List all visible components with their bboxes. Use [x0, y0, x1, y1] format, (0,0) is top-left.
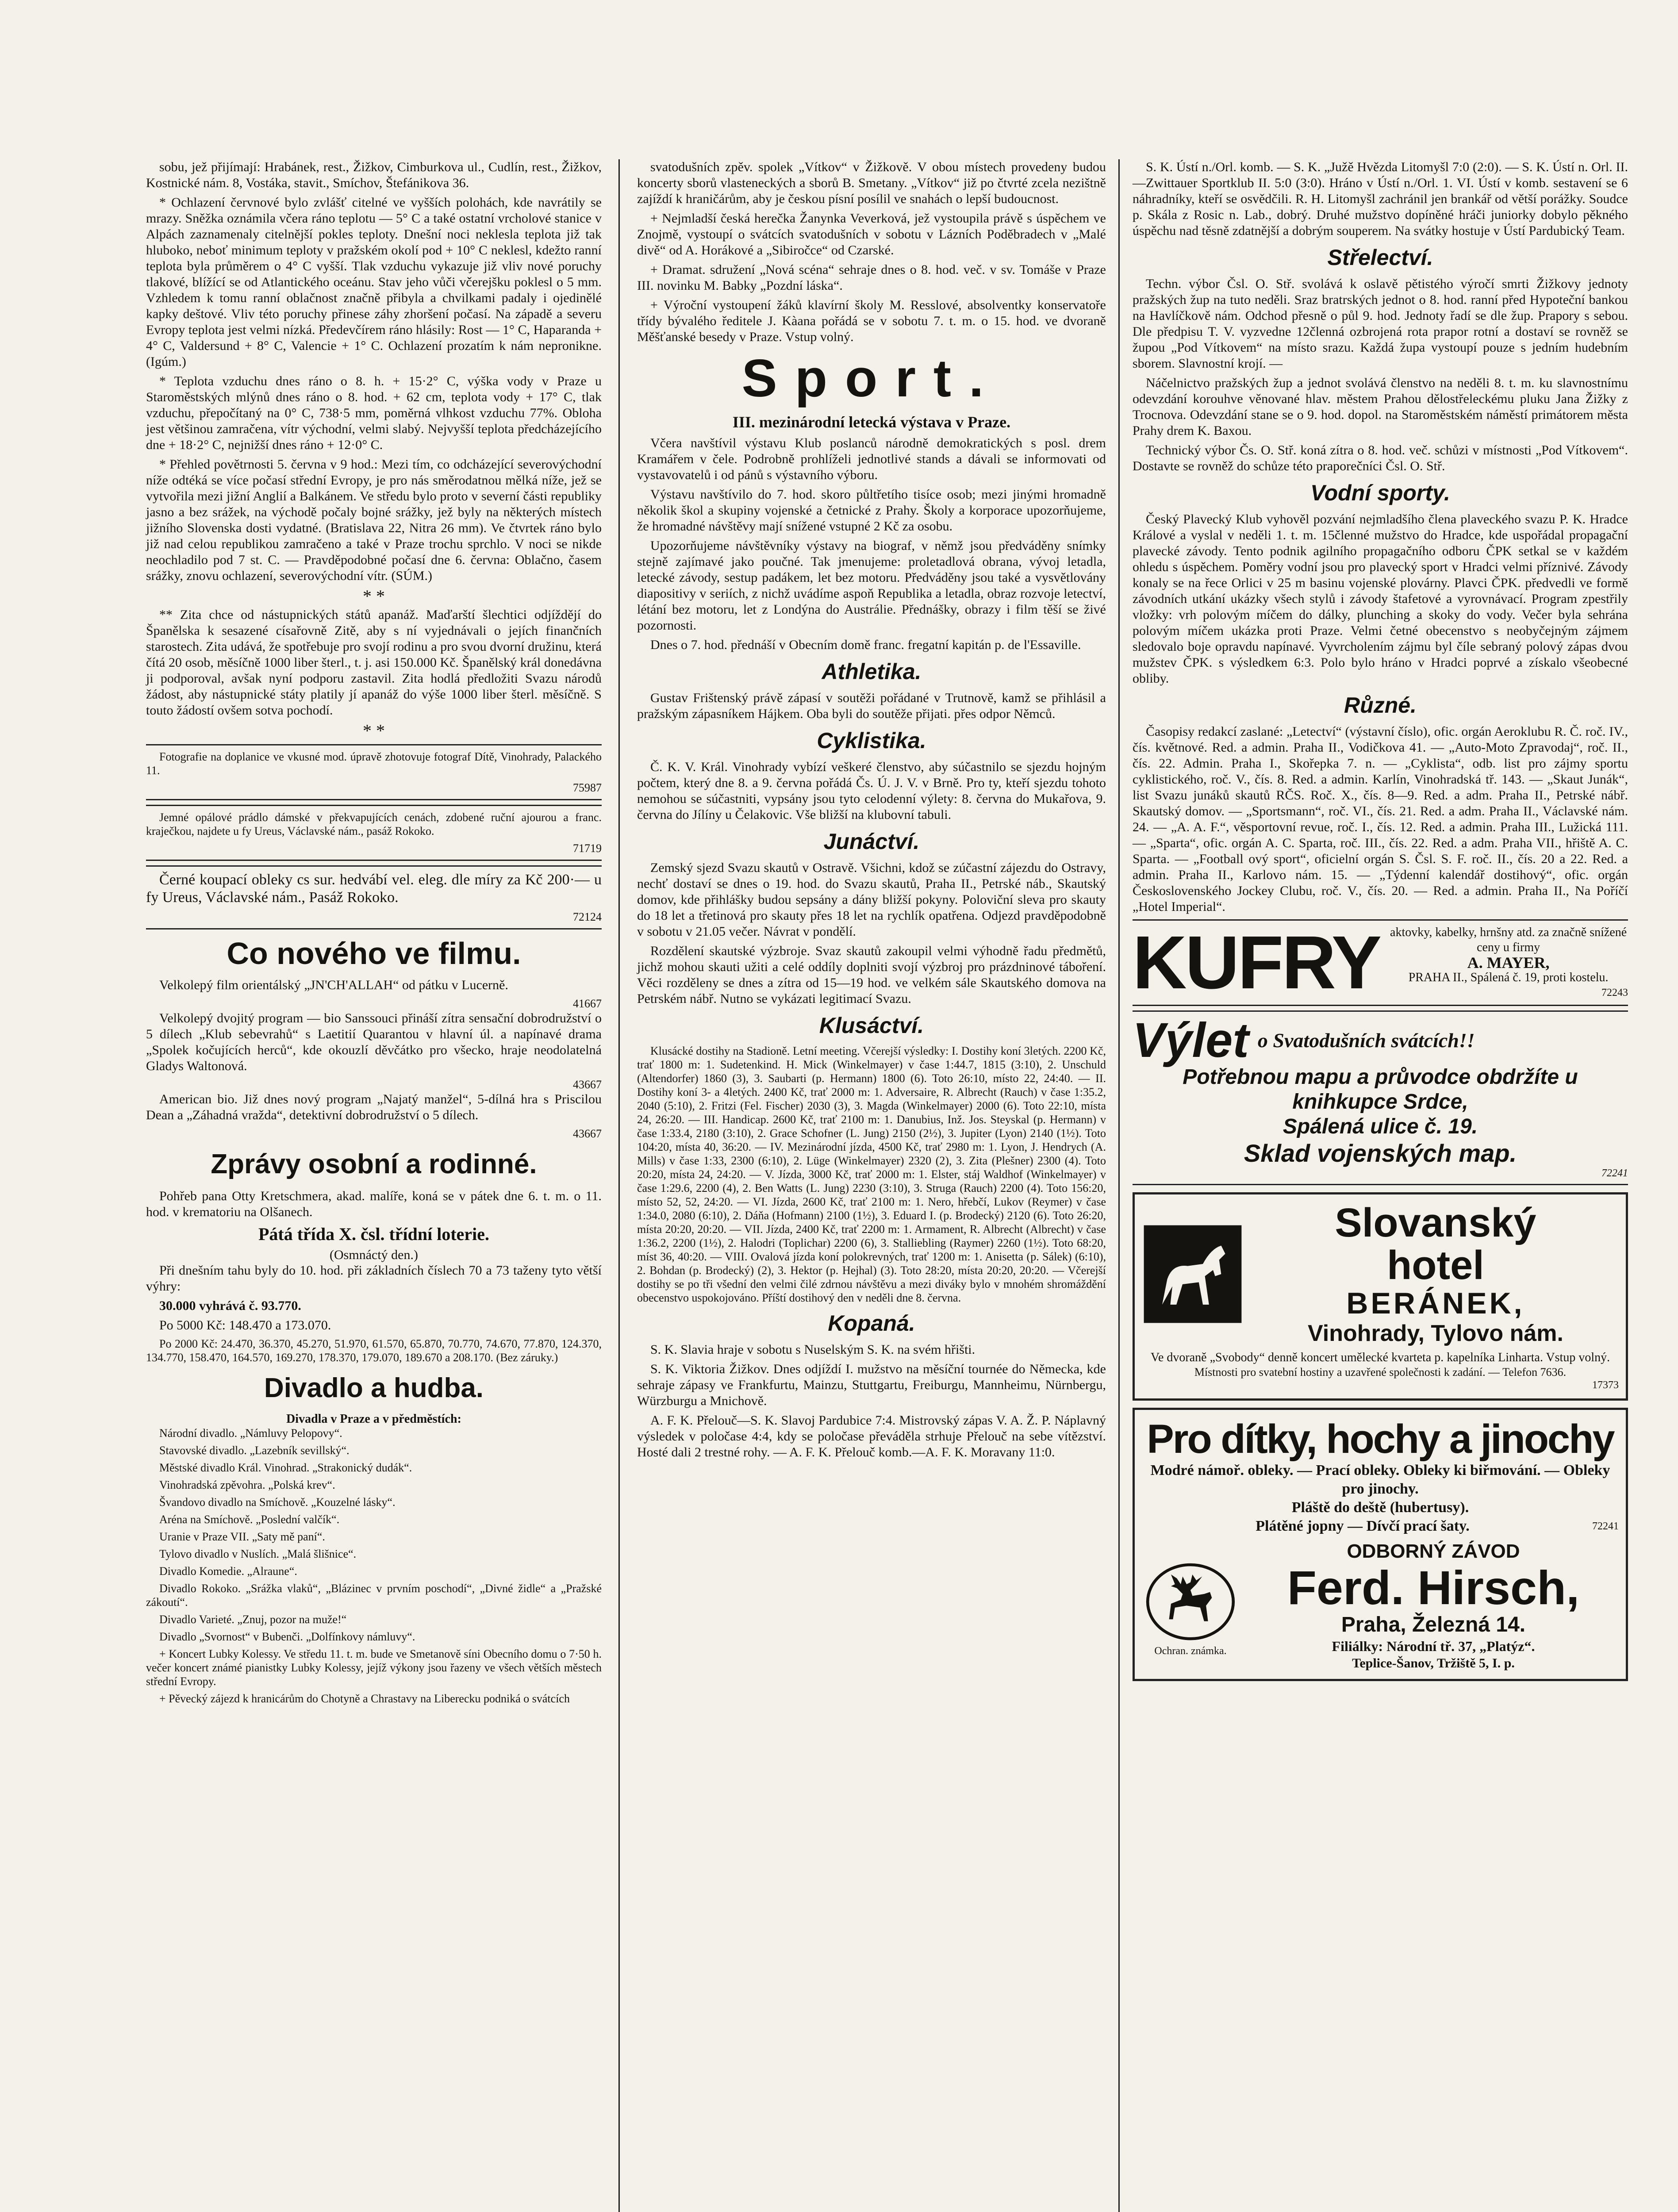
advert-text: ODBORNÝ ZÁVOD	[1347, 1540, 1520, 1562]
lottery-item: Při dnešním tahu byly do 10. hod. při základních číslech 70 a 73 taženy tyto větší výhry:	[146, 1263, 602, 1294]
separator: * *	[363, 721, 385, 741]
theatre-item: Městské divadlo Král. Vinohrad. „Strakonický dudák“.	[159, 1461, 412, 1474]
article: svatodušních zpěv. spolek „Vítkov“ v Žižkově. V obou místech provedeny budou koncerty sborů vlasteneckých a sborů B. Smetany. „Vítkov“ již po čtvrté zcela nezištně zajíždí k hraničárům, aby je českou písní posílil ve snahách o lepší budoucnost.	[637, 160, 1106, 206]
film-item: Velkolepý film orientálský „JN'CH'ALLAH“ od pátku v Lucerně.	[159, 978, 508, 992]
firm-branches: Filiálky: Národní tř. 37, „Platýz“.	[1332, 1638, 1535, 1654]
column-3	[1133, 159, 1628, 1688]
advert	[146, 805, 602, 861]
advert-number: 71719	[573, 842, 602, 855]
horse-icon	[1142, 1223, 1244, 1325]
article: Náčelnictvo pražských žup a jednot svolává členstvo na neděli 8. t. m. ku slavnostnímu odevzdání korouhve věnované hlav. městem Prahou dělostřeleckému pluku Jana Žižky z Trocnova. Odevzdání stane se o 9. hod. dopol. na Staroměstském náměstí primátorem města Prahy drem K. Baxou.	[1133, 376, 1628, 438]
article: + Dramat. sdružení „Nová scéna“ sehraje dnes o 8. hod. več. v sv. Tomáše v Praze III. novinku M. Babky „Pozdní láska“.	[637, 262, 1106, 293]
deer-trademark-icon	[1142, 1555, 1239, 1643]
theatre-item: Švandovo divadlo na Smíchově. „Kouzelné lásky“.	[159, 1496, 396, 1509]
section-heading-film: Co nového ve filmu.	[227, 936, 521, 971]
article: S. K. Viktoria Žižkov. Dnes odjíždí I. mužstvo na měsíční tournée do Německa, kde sehraje zápasy ve Frankfurtu, Mainzu, Stuttgartu, Freiburgu, Mannheimu, Nürnbergu, Würzburgu a Mnichově.	[637, 1362, 1106, 1408]
personal-item: Pohřeb pana Otty Kretschmera, akad. malíře, koná se v pátek dne 6. t. m. o 11. hod. v krematoriu na Olšanech.	[146, 1189, 602, 1219]
theatre-item: Divadlo Komedie. „Alraune“.	[159, 1565, 297, 1578]
advert-headline: KUFRY	[1133, 921, 1380, 1005]
theatre-item: Divadlo Varieté. „Znuj, pozor na muže!“	[159, 1613, 347, 1626]
column-1	[146, 159, 602, 1709]
advert-text: Potřebnou mapu a průvodce obdržíte u knihkupce Srdce,	[1183, 1065, 1578, 1114]
concert-item: + Koncert Lubky Kolessy. Ve středu 11. t. m. bude ve Smetanově síni Obecního domu o 7·50 h. večer koncert známé pianistky Lubky Kolessy, jejíž výkony jsou řazeny ve všech větších městech střední Evropy.	[146, 1647, 602, 1688]
firm-branches: Teplice-Šanov, Tržiště 5, I. p.	[1352, 1656, 1515, 1671]
article: Zemský sjezd Svazu skautů v Ostravě. Všichni, kdož se zúčastní zájezdu do Ostravy, nechť dostaví se dnes o 19. hod. do Svazu skautů, Praha II., Petrské náb., Skautský domov, kde přihlášky budou sepsány a dány bližší pokyny. Poloviční sleva pro skauty do 18 let a třetinová pro skauty přes 18 let na rychlík opatřena. Odjezd pravděpodobně v sobotu v 21.05 večer. Návrat v pondělí.	[637, 860, 1106, 939]
article: sobu, jež přijímají: Hrabánek, rest., Žižkov, Cimburkova ul., Cudlín, rest., Žižkov, Kostnické nám. 8, Vostáka, stavit., Smíchov, Štefánikova 36.	[146, 160, 602, 190]
advert	[146, 744, 602, 800]
theatre-item: Divadlo Rokoko. „Srážka vlaků“, „Blázinec v prvním poschodí“, „Divné židle“ a „Pražské zákoutí“.	[146, 1582, 602, 1609]
section-heading-trotting: Klusáctví.	[819, 1013, 924, 1038]
hotel-name: hotel	[1387, 1243, 1484, 1288]
theatre-item: Vinohradská zpěvohra. „Polská krev“.	[159, 1479, 335, 1491]
advert-number: 72124	[573, 910, 602, 923]
lottery-item: 30.000 vyhrává č. 93.770.	[159, 1298, 301, 1313]
section-heading-theatre: Divadlo a hudba.	[264, 1373, 484, 1403]
lottery-item: Po 5000 Kč: 148.470 a 173.070.	[159, 1318, 331, 1333]
article-forecast: * Přehled povětrnosti 5. června v 9 hod.: Mezi tím, co odcházející severovýchodní níže odtéká se více počasí střední Evropy, je pro nás směrodatnou mělká níže, jež se vytvořila mezi jižní Anglií a Balkánem. Ve středu bylo proto v severní části republiky jasno a bez srážek, na východě počaly bojné srážky, jež byly na některých místech jižního Slovenska dosti vydatné. (Bratislava 22, Nitra 26 mm). Ve čtvrtek ráno bylo již nad celou republikou zamračeno a také v Praze trochu sprchlo. V noci se nikde neochladilo pod 7 st. C. — Pravděpodobné počasí dne 6. června: Oblačno, časem srážky, znovu ochlazení, severovýchodní vítr. (SÚM.)	[146, 457, 602, 583]
theatre-item: Tylovo divadlo v Nuslích. „Malá šlišnice“.	[159, 1548, 357, 1560]
column-rule	[618, 159, 620, 2212]
section-heading-cycling: Cyklistika.	[817, 728, 926, 753]
section-heading-shooting: Střelectví.	[1327, 245, 1433, 270]
article-race-results: Klusácké dostihy na Stadioně. Letní meeting. Včerejší výsledky: I. Dostihy koní 3letých. 2200 Kč, trať 1800 m: 1. Sudetenkind. H. Mick (Winkelmayer) v čase 1:44.7, 1815 (3:10), 2. Unschuld (Altendorfer) 1860 (3), 3. Saubarti (p. Hermann) 1800 (6). Toto 26:10, místo 22, 24:40. — II. Dostihy koní 3- a 4letých. 2400 Kč, trať 2000 m: 1. Adversaire, R. Albrecht (Rauch) v čase 1:35.2, 2040 (5:10), 2. Fritzi (Fel. Fischer) 2030 (3), 3. Magda (Winkelmayer) 2000 (6). Toto 22:10, místa 24, 26:20. — III. Handicap. 2600 Kč, trať 2100 m: 1. Danubius, Inž. Jos. Steyskal (p. Hermann) v čase 1:33.4, 2180 (3:10), 2. Grace Schofner (L. Jung) 2150 (2½), 3. Jupiter (Lyon) 2140 (1½). Toto 104:20, místa 40, 36:20. — IV. Mezinárodní jízda, 4500 Kč, trať 2980 m: 1. Lyon, J. Hendrych (A. Mills) v čase 1:33, 2300 (6:10), 2. Lüge (Winkelmayer) 2320 (2), 3. Zita (Plešner) 2300 (4). Toto 20:20, místa 24, 24:20. — V. Jízda, 3000 Kč, trať 2000 m: 1. Elster, stáj Waldhof (Winkelmayer) v čase 1:29.6, 2200 (4), 2. Ben Watts (L. Jung) 2230 (3:10), 3. Struga (Rauch) 2200 (4). Toto 156:20, místo 52, 52, 24:20. — VI. Jízda, 2600 Kč, trať 2100 m: 1. Nero, hřebčí, Lukov (Reymer) v čase 1:34.0, 2080 (6:10), 2. Dáňa (Hofmann) 2100 (1½), 3. Eduard I. (p. Brodecký) 2120 (6). Toto 26:20, místa 20:20, 20:20. — VII. Jízda, 2400 Kč, trať 2200 m: 1. Armament, R. Albrecht (Albrecht) v čase 1:36.2, 2200 (1½), 2. Halodri (Toplichar) 2200 (6), 3. Stalliebling (Raymer) 2260 (1½). Toto 68:20, míst 36, 40:20. — VIII. Ovalová jízda koní polokrevných, trať 1200 m: 1. Anisetta (p. Sálek) (6:10), 2. Bohdan (p. Brodecký) (2), 3. Hektor (p. Hejhal) (3). Toto 28:20, místa 20:20, 20:20. — Včerejší dostihy se po tři všední den velmi čilé zdrnou návštěvu a mezi diváky bylo v mnohém shromáždění obecenstvo uspokojováno. Příští dostihový den v neděli dne 8. června.	[637, 1045, 1106, 1304]
article: Časopisy redakcí zaslané: „Letectví“ (výstavní číslo), ofic. orgán Aeroklubu R. Č. roč. IV., čís. květnové. Red. a admin. Praha II., Vodičkova 41. — „Auto-Moto Zpravodaj“, roč. II., čís. 22. Admin. Praha I., Skořepka 7. n. — „Cyklista“, odb. list pro zájmy sportu cyklistického, roč. V., čís. 8. Red. a admin. Karlín, Vinohradská tř. 143. — „Skaut Junák“, list Svazu junáků skautů RČS. Roč. X., čís. 8—9. Red. a adm. Praha II., Petrské nábř. Skautský domov. — „Sportsmann“, roč. VI., čís. 21. Red. a adm. Praha II., Václavské nám. 24. — „A. A. F.“, věsportovní revue, roč. I., čís. 12. Red. a admin. Praha III., Lužická 111. — „Sparta“, ofic. orgán A. C. Sparta, roč. III., čís. 22. Red. a adm. Praha VII., hřiště A. C. Sparta. — „Football ový sport“, oficielní orgán S. Čsl. S. F. roč. II., čís. 20 a 22. Red. a admin. Praha II., Karlovo nám. 15. — „Týdenní kalendář dostihový“, ofic. orgán Československého Jockey Clubu, roč. V., čís. 20. — Red. a admin. Praha II., Na Poříčí „Hotel Imperial“.	[1133, 724, 1628, 914]
theatre-item: Uranie v Praze VII. „Saty mě paní“.	[159, 1530, 325, 1543]
article: Výstavu navštívilo do 7. hod. skoro půltřetího tisíce osob; mezi jinými hromadně několik škol a skupiny vojenské a četnické z Prahy. Školy a korporace upozorňujeme, že hromadné návštěvy mají snížené vstupné 2 Kč za osobu.	[637, 487, 1106, 534]
article: Včera navštívil výstavu Klub poslanců národně demokratických s posl. drem Kramářem v čele. Podrobně prohlíželi jednotlivé stands a dávali se informovati od vystavovatelů i od pánů s výstavního výboru.	[637, 436, 1106, 482]
advert-text: Jemné opálové prádlo dámské v překvapujících cenách, zdobené ruční ajourou a franc. kraječkou, najdete u fy Ureus, Václavské nám., pasáž Rokoko.	[146, 811, 602, 837]
separator: * *	[363, 586, 385, 606]
advert-number: 41667	[573, 997, 602, 1010]
article: A. F. K. Přelouč—S. K. Slavoj Pardubice 7:4. Mistrovský zápas V. A. Ž. P. Náplavný výsledek v poločase 4:4, kdy se poločase převáděla strhuje Přelouč na sebe vítězství. Hosté dali 2 trestné rohy. — A. F. K. Přelouč komb.—A. F. K. Moravany 11:0.	[637, 1413, 1106, 1459]
column-rule	[1118, 159, 1120, 2212]
article-weather: * Ochlazení červnové bylo zvlášť citelné ve vyšších polohách, kde navrátily se mrazy. Sněžka oznámila včera ráno teplotu — 5° C a také ostatní vrcholové stanice v Alpách zaznamenaly citelnější pokles teploty. Dnešní noci neklesla teplota již tak hluboko, neboť minimum teploty v pražském okolí pod + 10° C neklesl, kdežto ranní teplota byla průměrem o 4° C vyšší. Tlak vzduchu vykazuje již vliv nové poruchy tlakové, blížící se od Atlantického oceánu. Stav jeho vůči včerejšku poklesl o 5 mm. Vzhledem k tomu ranní oblačnost značně přibyla a chvilkami padaly i ojedinělé kapky deštové. Vliv této poruchy přinese záhy zhoršení počasí. Na západě a severu Evropy teplota jest velmi nízká. Předevčírem ráno hlásily: Rost — 1° C, Haparanda + 4° C, Valdersund + 8° C, Valencie + 1° C. Ochlazení prozatím k nám nepronikne. (Igúm.)	[146, 195, 602, 369]
lottery-subheading: (Osmnáctý den.)	[330, 1248, 418, 1262]
subheading-aviation: III. mezinárodní letecká výstava v Praze.	[732, 413, 1011, 431]
article: S. K. Slavia hraje v sobotu s Nuselským S. K. na svém hřišti.	[650, 1342, 975, 1357]
section-heading-water-sports: Vodní sporty.	[1310, 480, 1450, 505]
hotel-name: BERÁNEK,	[1346, 1286, 1525, 1320]
advert-vylet	[1133, 1010, 1628, 1185]
section-heading-misc: Různé.	[1344, 693, 1417, 718]
theatre-subheading: Divadla v Praze a v předměstích:	[286, 1412, 461, 1426]
theatre-item: Stavovské divadlo. „Lazebník sevillský“.	[159, 1444, 349, 1457]
advert-address: Spálená ulice č. 19.	[1282, 1115, 1478, 1138]
advert-text: Modré námoř. obleky. — Prací obleky. Obleky ki biřmování. — Obleky pro jinochy.	[1150, 1462, 1610, 1497]
article: Č. K. V. Král. Vinohrady vybízí veškeré členstvo, aby súčastnilo se sjezdu hojným počtem, který dne 8. a 9. června pořádá Čs. Ú. J. V. v Brně. Pro ty, kteří sjezdu tohoto nemohou se súčastniti, vypsány jsou tyto celodenní výlety: 8. června do Mukařova, 9. června do Jílíny u Čelakovic. Vše bližší na klubovní tabuli.	[637, 760, 1106, 822]
advert-hirsch	[1133, 1408, 1628, 1681]
article-temperature: * Teplota vzduchu dnes ráno o 8. h. + 15·2° C, výška vody v Praze u Staroměstských mlýnů dnes ráno o 8. hod. + 62 cm, teplota vody + 17° C, tlak vzduchu, přepočítaný na 0° C, 738·5 mm, poměrná vlhkost vzduchu 77%. Obloha jest většinou zamračena, vítr východní, velmi slabý. Nejvyšší teplota předcházejícího dne + 18·2° C, nejnižší dnes ráno + 12·0° C.	[146, 374, 602, 452]
article: Český Plavecký Klub vyhověl pozvání nejmladšího člena plaveckého svazu P. K. Hradce Králové a vyslal v neděli 1. t. m. 15členné mužstvo do Hradce, kde uspořádal propagační plavecké závody. Tento podnik agilního propagačního odboru ČPK setkal se v každém ohledu s úspěchem. Poměry vodní jsou pro plavecký sport v Hradci velmi příznivé. Závody konaly se na řece Orlici v 25 m basinu vojenské plovárny. Plavci ČPK. předvedli ve formě závodních utkání ukázky všech stylů i závody štafetové a vyrovnávací. Program zpestřily vložky: vrh polovým míčem do dálky, plunching a skoky do vody. Večer byla sehrána polovým míčem ukázka proti Praze. Velmi četné obecenstvo s neobyčejným zájmem sledovalo boje opravdu napínavé. Vyvrcholením zájmu byl číle sebraný polový zápas dvou mužstev ČPK. s výsledkem 6:3. Polo bylo hráno v Hradci poprvé a získalo všeobecné obliby.	[1133, 512, 1628, 686]
advert-text: Ve dvoraně „Svobody“ denně koncert umělecké kvarteta p. kapelníka Linharta. Vstup volný.	[1150, 1351, 1610, 1364]
concert-item: + Pěvecký zájezd k hranicárům do Chotyně a Chrastavy na Liberecku podniká o svátcích	[159, 1692, 570, 1705]
article: Technický výbor Čs. O. Stř. koná zítra o 8. hod. več. schůzi v místnosti „Pod Vítkovem“. Dostavte se rovněž do schůze této praporečníci Čsl. O. Stř.	[1133, 443, 1628, 473]
article: + Nejmladší česká herečka Žanynka Veverková, jež vystoupila právě s úspěchem ve Znojmě, vystoupí o svátcích svatodušních v sobotu v Lázních Poděbradech v „Malé divě“ od A. Horákové a „Sibiročce“ od Czarské.	[637, 211, 1106, 257]
advert-firm: A. MAYER,	[1467, 954, 1550, 972]
advert-text: Plátěné jopny — Dívčí prací šaty.	[1256, 1518, 1470, 1534]
article: Techn. výbor Čsl. O. Stř. svolává k oslavě pětistého výročí smrti Žižkovy jednoty pražských žup na tuto neděli. Sraz bratrských jednot o 8. hod. ranní před Hypoteční bankou na Havlíčkově nám. Odchod přesně o půl 9. hod. Jednoty řadí se dle žup. Prapory s sebou. Dle předpisu T. V. vyzvedne 12členná ozbrojená rota prapor rotní a dostaví se rovněž se župou „Pod Vítkovem“ na místo srazu. Každá župa vystoupí pouze s jedním hudebním sborem. Slavnostní krojí. —	[1133, 276, 1628, 371]
firm-name: Ferd. Hirsch,	[1287, 1561, 1580, 1614]
article: Dnes o 7. hod. přednáší v Obecním domě franc. fregatní kapitán p. de l'Essaville.	[650, 637, 1081, 652]
section-heading-football: Kopaná.	[828, 1311, 915, 1336]
film-item: Velkolepý dvojitý program — bio Sanssouci přináší zítra sensační dobrodružství o 5 dílech „Klub sebevrahů“ s Laetitií Quarantou v hlavní úl. a napínavé drama „Spolek kočujících herců“, kde okouzlí děvčátko pro všecko, hraje neodolatelná Gladys Waltonová.	[146, 1011, 602, 1073]
advert-text: Sklad vojenských map.	[1244, 1139, 1517, 1167]
advert-text: Černé koupací obleky cs sur. hedvábí vel. eleg. dle míry za Kč 200·— u fy Ureus, Václavské nám., Pasáž Rokoko.	[146, 872, 602, 906]
section-heading-sport: Sport.	[741, 349, 1002, 408]
article: S. K. Ústí n./Orl. komb. — S. K. „Južě Hvězda Litomyšl 7:0 (2:0). — S. K. Ústí n. Orl. II.—Zwittauer Sportklub II. 5:0 (3:0). Hráno v Ústí n./Orl. 1. VI. Ústí v komb. sestavení se 6 náhradníky, kteří se osvědčili. R. H. Litomyšl zachránil jen brankář od větší porážky. Soudce p. Skála z Rosic n. Lab., dobrý. Druhé mužstvo dopíněné hráči juniorky dobylo pěkného úspěchu nad těsně zdatnější a dobrým souperem. Na svátky hostuje v Ústí Pardubický Team.	[1133, 160, 1628, 238]
section-heading-lottery: Pátá třída X. čsl. třídní loterie.	[258, 1224, 490, 1244]
advert-subheadline: o Svatodušních svátcích!!	[1257, 1029, 1475, 1052]
firm-address: Praha, Železná 14.	[1341, 1613, 1526, 1636]
advert-hotel	[1133, 1192, 1628, 1401]
advert-text: Fotografie na doplanice ve vkusné mod. úpravě zhotovuje fotograf Dítě, Vinohrady, Palackého 11.	[146, 750, 602, 777]
advert-headline: Výlet	[1133, 1013, 1249, 1068]
film-item: American bio. Již dnes nový program „Najatý manžel“, 5-dílná hra s Priscilou Dean a „Záhadná vražda“, detektivní dobrodružství o 5 dílech.	[146, 1092, 602, 1122]
advert-number: 75987	[573, 781, 602, 794]
theatre-item: Národní divadlo. „Námluvy Pelopovy“.	[159, 1427, 342, 1440]
theatre-item: Aréna na Smíchově. „Poslední valčík“.	[159, 1513, 340, 1526]
section-heading-scouting: Junáctví.	[823, 829, 920, 854]
hotel-address: Vinohrady, Tylovo nám.	[1308, 1321, 1563, 1346]
theatre-item: Divadlo „Svornost“ v Bubenči. „Dolfínkovy námluvy“.	[159, 1630, 415, 1643]
trademark-label: Ochran. známka.	[1154, 1645, 1227, 1657]
advert-text: Místnosti pro svatební hostiny a uzavřené společnosti k zadání. — Telefon 7636.	[1194, 1366, 1567, 1379]
advert-number: 43667	[573, 1127, 602, 1140]
advert-headline: Pro dítky, hochy a jinochy	[1147, 1417, 1614, 1462]
advert-number: 72241	[1592, 1520, 1619, 1532]
section-heading-athletics: Athletika.	[822, 659, 922, 684]
advert-number: 72241	[1601, 1167, 1628, 1179]
article: Upozorňujeme návštěvníky výstavy na biograf, v němž jsou předváděny snímky stejně zajímavé jako poučné. Tak jmenujeme: proletadlová obrana, vývoj letadla, letecké závody, sestup padákem, let bez motoru. Předváděny jsou také a vysvětlovány diapositivy v seriích, z nichž uvádíme aspoň Republika a letadla, obraz rozvoje letectví, létání bez motoru, let z Londýna do Austrálie. Přednášky, obrazy i film těší se živé pozornosti.	[637, 538, 1106, 633]
hotel-name: Slovanský	[1335, 1200, 1536, 1245]
section-heading-personal: Zprávy osobní a rodinné.	[211, 1149, 537, 1179]
lottery-item: Po 2000 Kč: 24.470, 36.370, 45.270, 51.970, 61.570, 65.870, 70.770, 74.670, 77.870, 124.370, 134.770, 158.470, 164.570, 169.270, 178.370, 179.070, 189.670 a 208.170. (Bez záruky.)	[146, 1337, 602, 1364]
advert-text: Pláště do deště (hubertusy).	[1291, 1499, 1469, 1516]
advert-number: 17373	[1592, 1379, 1619, 1391]
advert-address: PRAHA II., Spálená č. 19, proti kostelu.	[1408, 971, 1609, 984]
advert-number: 43667	[573, 1078, 602, 1091]
advert-text: aktovky, kabelky, hrnšny atd. za značně snížené ceny u firmy	[1390, 926, 1627, 954]
article: + Výroční vystoupení žáků klavírní školy M. Resslové, absolventky konservatoře třídy bývalého ředitele J. Kàana pořádá se v sobotu 7. t. m. o 15. hod. ve dvoraně Měšťanské besedy v Praze. Vstup volný.	[637, 298, 1106, 344]
article-zita: ** Zita chce od nástupnických států apanáž. Maďarští šlechtici odjíždějí do Španělska k sesazené císařovně Zitě, aby s ní vyjednávali o jejích finančních starostech. Zita udává, že spotřebuje pro svojí rodinu a pro svou dvorní družinu, která čítá 20 osob, měsíčně 1000 liber šterl., t. j. asi 150.000 Kč. Španělský král donedávna ji podporoval, avšak nyní podporu zastavil. Zita hodlá předložiti Svazu národů žádost, aby nástupnické státy platily jí apanáž do výše 1000 liber šterl. měsíčně. S touto žádostí ovšem sotva pochodí.	[146, 607, 602, 718]
article: Gustav Frištenský právě zápasí v soutěži pořádané v Trutnově, kamž se přihlásil a pražským zápasníkem Hájkem. Oba byli do soutěže přijati. přes odpor Němců.	[637, 691, 1106, 721]
article: Rozdělení skautské výzbroje. Svaz skautů zakoupil velmi výhodně řadu předmětů, jichž mohou skauti užiti a celé oddíly doplniti svojí výzbroj pro prázdninové táboření. Věci rozděleny se dnes a zítra od 15—19 hod. ve velkém sále Skautského domova na Petrském nábř. Nutno se vykázati legitimací Svazu.	[637, 944, 1106, 1006]
newspaper-page	[146, 159, 1628, 2212]
advert-number: 72243	[1601, 987, 1628, 998]
advert	[146, 865, 602, 929]
advert-kufry	[1133, 919, 1628, 1006]
column-2	[637, 159, 1106, 1464]
